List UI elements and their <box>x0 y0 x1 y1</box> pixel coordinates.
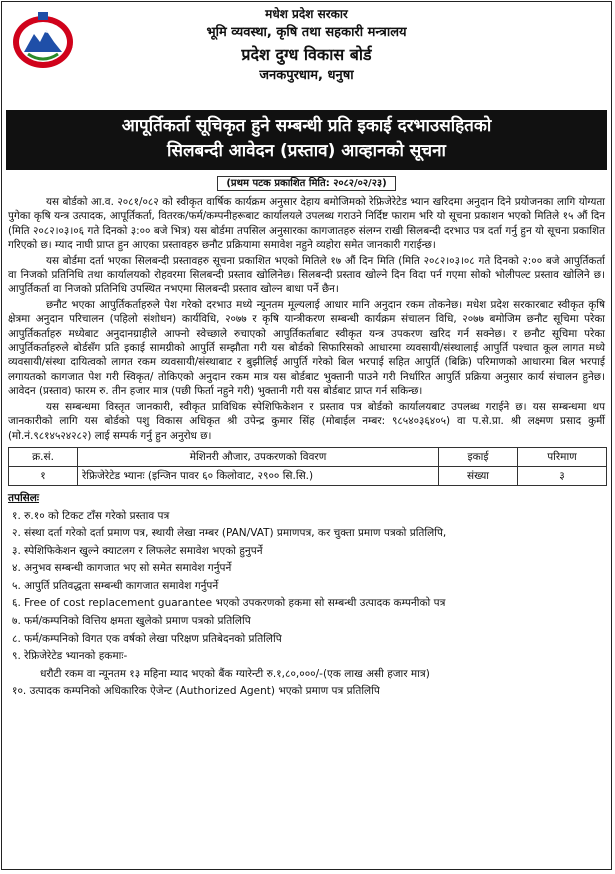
cell-description: रेफ्रिजेरेटेड भ्यानः (इन्जिन पावर ६० किलोवाट, २९०० सि.सि.) <box>78 466 439 485</box>
list-item: ४. अनुभव सम्बन्धी कागजात भए सो समेत समावेश गर्नुपर्ने <box>12 562 232 575</box>
col-unit: इकाई <box>439 447 518 466</box>
list-item: ८. फर्म/कम्पनिको विगत एक वर्षको लेखा परिक्षण प्रतिबेदनको प्रतिलिपि <box>12 632 282 645</box>
notice-page <box>1 1 612 870</box>
notice-title-line-2: सिलबन्दी आवेदन (प्रस्ताव) आव्हानको सूचना <box>167 141 446 161</box>
publication-date <box>2 175 611 189</box>
letterhead <box>2 2 611 110</box>
paragraph: यस बोर्डको आ.व. २०८१/०८२ को स्वीकृत वार्षिक कार्यक्रम अनुसार देहाय बमोजिमको रेफ्रिजेरेटेड भ्यान खरिदमा अनुदान दिने प्रयोजनका लागि योग्यता पुगेका कृषि यन्त्र उत्पादक, आपूर्तिकर्ता, वितरक/फर्म/कम्पनीहरूबाट कार्यालयले उपलब्ध गराउने निर्दिष्ट फाराम भरि यो सूचना प्रकाशन भएको मितिले १५ औं दिन (मिति २०८२।०३।०६ गते दिनको ३:०० बजे भित्र) यस बोर्डमा तपसिल अनुसारका कागजातहरु संलग्न राखी सिलबन्दी दरभाउ पत्र दर्ता गर्नु हुन यो सूचना प्रकाशित गरिएको छ। म्याद नाघी प्राप्त हुन आएका प्रस्तावहरु छनौट प्रक्रियामा समावेश नहुने व्यहोरा समेत जानकारी गराईन्छ। <box>8 196 605 252</box>
paragraph: छनौट भएका आपुर्तिकर्ताहरुले पेश गरेको दरभाउ मध्ये न्यूनतम मूल्यलाई आधार मानि अनुदान रकम तोकनेछ। मधेश प्रदेश सरकारबाट स्वीकृत कृषि क्षेत्रमा अनुदान परिचालन (पहिलो संशोधन) कार्यविधि, २०७७ र कृषि यान्त्रीकरण सम्बन्धी कार्यक्रम संचालन विधि, २०७७ बमोजिम छनौट सूचिमा परेका आपुर्तिकर्ताहरु मध्येबाट अनुदानग्राहीले आफ्नो स्वेच्छाले रुचाएको आपुर्तिकर्ताबाट स्वीकृत यन्त्र उपकरण खरिद गर्न सक्नेछ। र छनौट सूचिमा परेका आपुर्तिकर्ताहरुले बोर्डसँग प्रति इकाई सामग्रीको आपुर्ति सम्झौता गरी यस बोर्डको सिफारिसको आधारमा व्यवसायी/संस्थालाई आपुर्ति पश्चात कूल लागत मध्ये व्यवसायी/संस्था दायित्वको लागत रकम व्यवसायी/संस्थाबाट र बुझीलिई आपुर्ति गरेको बिल भरपाई सहित आपुर्ति (बिक्रि) परिमाणको आधारमा बिल भरपाई लगायतको कागजात पेश गरी स्विकृत/ तोकिएको अनुदान रकम मात्र यस बोर्डबाट भुक्तानी पाउने गरी निर्धारित आपुर्ति प्रक्रिया अनुसार कार्य संचालन हुनेछ। आवेदन (प्रस्ताव) फारम रु. तीन हजार मात्र (पछी फिर्ता नहुने गरी) भुक्तानी गरी यस बोर्डबाट प्राप्त गर्न सकिन्छ। <box>8 298 605 398</box>
table-row <box>9 466 607 485</box>
list-item: ६. Free of cost replacement guarantee भएको उपकरणको हकमा सो सम्बन्धी उत्पादक कम्पनीको पत्र <box>12 597 446 610</box>
list-item: ९. रेफ्रिजेरेटेड भ्यानको हकमाः- <box>12 650 128 663</box>
col-serial: क्र.सं. <box>9 447 78 466</box>
attachments-list <box>2 486 611 701</box>
list-item: ५. आपुर्ति प्रतिवद्धता सम्बन्धी कागजात समावेश गर्नुपर्ने <box>12 579 219 592</box>
nepal-emblem-icon <box>10 8 76 70</box>
list-item: १. रु.१० को टिकट टाँस गरेको प्रस्ताव पत्र <box>12 509 170 522</box>
list-item: ७. फर्म/कम्पनिको वित्तिय क्षमता खुलेको प्रमाण पत्रको प्रतिलिपि <box>12 615 251 628</box>
publication-date-text: (प्रथम पटक प्रकाशित मिति: २०८२/०२/२३) <box>217 176 395 191</box>
ministry-name: भूमि व्यवस्था, कृषि तथा सहकारी मन्त्रालय <box>206 25 407 40</box>
col-description: मेशिनरी औजार, उपकरणको विवरण <box>78 447 439 466</box>
notice-title-banner <box>6 110 607 170</box>
paragraph: यस सम्बन्धमा विस्तृत जानकारी, स्वीकृत प्राविधिक स्पेशिफिकेशन र प्रस्ताव पत्र बोर्डको कार्यालयबाट उपलब्ध गराईने छ। यस सम्बन्धमा थप जानकारीको लागि यस बोर्डको पशु विकास अधिकृत श्री उपेन्द्र कुमार सिंह (मोबाईल नम्बर: ९८५४०३६४०५) वा प.से.प्रा. श्री लक्ष्मण प्रसाद कुर्मी (मो.नं.९८१४५२४२८२) लाई सम्पर्क गर्नु हुन अनुरोध छ। <box>8 400 605 442</box>
board-name: प्रदेश दुग्ध विकास बोर्ड <box>241 45 372 65</box>
paragraph: यस बोर्डमा दर्ता भएका सिलबन्दी प्रस्तावहरु सूचना प्रकाशित भएको मितिले १७ औं दिन मिति (मिति २०८२।०३।०८ गते दिनको २:०० बजे आपुर्तिकर्ता वा निजको प्रतिनिधि तथा कार्यालयको रोहवरमा सिलबन्दी प्रस्ताव खोलिनेछ। सिलबन्दी प्रस्ताव खोल्ने दिन विदा पर्न गएमा सोको भोलीपल्ट प्रस्ताव खोलिने छ। आपुर्तिकर्ता वा निजको प्रतिनिधि उपस्थित नभएमा सिलबन्दी प्रस्ताव खोल्न बाधा पर्ने छैन। <box>8 254 605 296</box>
cell-quantity: ३ <box>518 466 607 485</box>
list-item: ३. स्पेशिफिकेशन खुल्ने क्याटलग र लिफलेट समावेश भएको हुनुपर्ने <box>12 544 263 557</box>
list-item: १०. उत्पादक कम्पनिको अधिकारिक ऐजेन्ट (Authorized Agent) भएको प्रमाण पत्र प्रतिलिपि <box>12 685 380 698</box>
list-sub-item: धरौटी रकम वा न्यूनतम १३ महिना म्याद भएको बैंक ग्यारेन्टी रु.१,८०,०००/-(एक लाख असी हजार मात्र) <box>40 667 430 680</box>
cell-unit: संख्या <box>439 466 518 485</box>
govt-name: मधेश प्रदेश सरकार <box>265 7 348 21</box>
notice-title-line-1: आपूर्तिकर्ता सूचिकृत हुने सम्बन्धी प्रति इकाई दरभाउसहितको <box>121 116 492 136</box>
cell-serial: १ <box>9 466 78 485</box>
board-address: जनकपुरधाम, धनुषा <box>259 68 354 84</box>
list-item: २. संस्था दर्ता गरेको दर्ता प्रमाण पत्र, स्थायी लेखा नम्बर (PAN/VAT) प्रमाणपत्र, कर चुक्ता प्रमाण पत्रको प्रतिलिपि, <box>12 527 447 540</box>
attachments-title: तपसिलः <box>8 491 40 504</box>
notice-body <box>2 189 611 443</box>
equipment-table <box>8 447 607 486</box>
table-header-row <box>9 447 607 466</box>
col-quantity: परिमाण <box>518 447 607 466</box>
